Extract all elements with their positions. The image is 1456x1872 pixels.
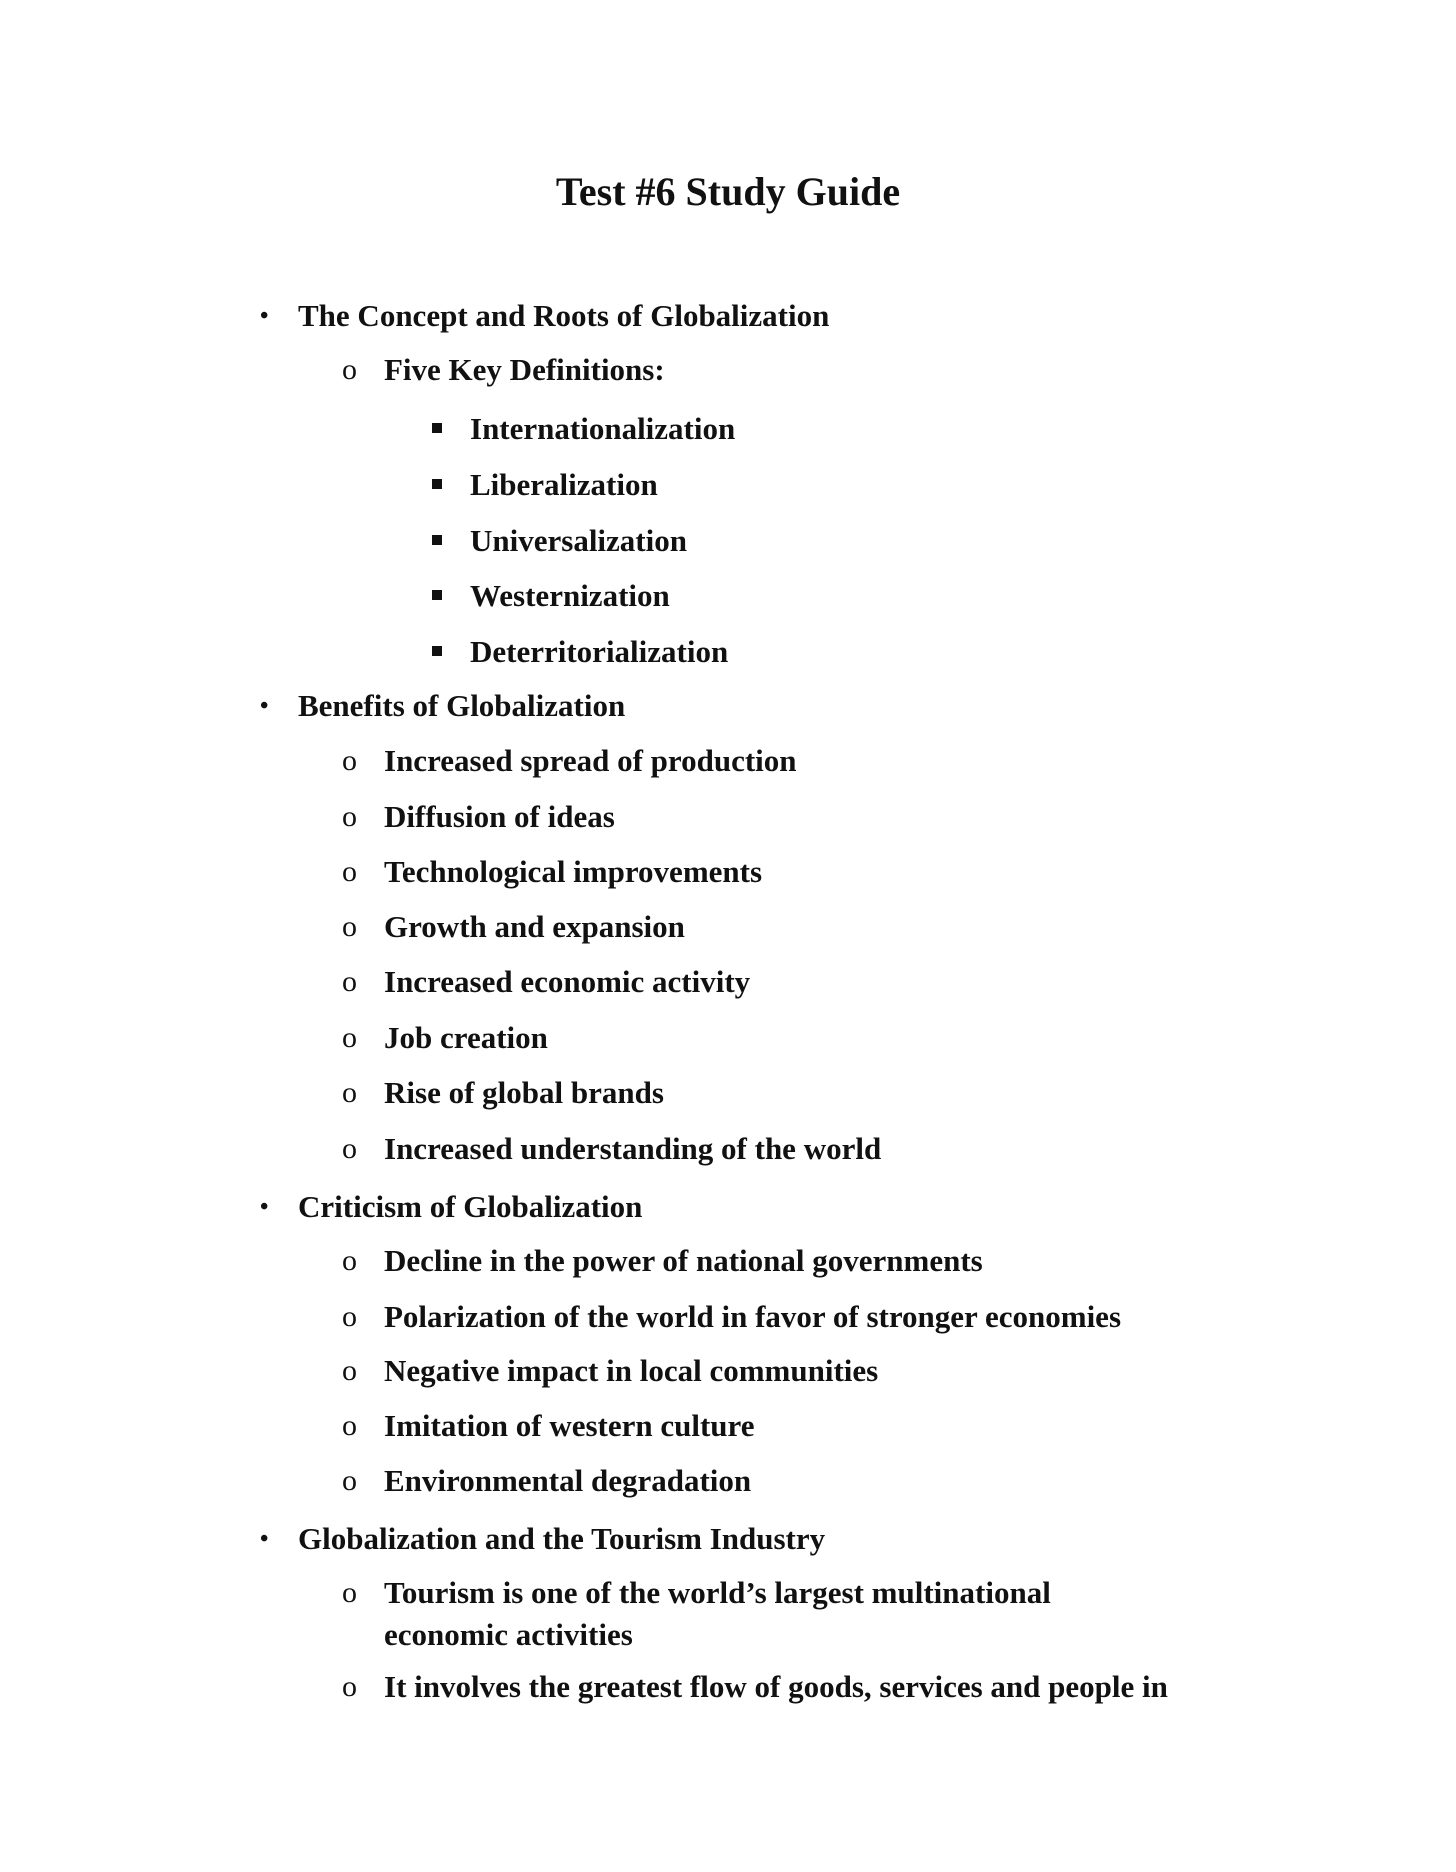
- section-heading-criticism: • Criticism of Globalization: [298, 1186, 642, 1228]
- list-item: o It involves the greatest flow of goods, services and people in: [384, 1666, 1168, 1708]
- circle-bullet: o: [342, 1132, 357, 1165]
- circle-bullet: o: [342, 965, 357, 998]
- circle-bullet: o: [342, 1670, 357, 1703]
- list-item: o Increased understanding of the world: [384, 1128, 881, 1170]
- list-item: o Increased spread of production: [384, 740, 797, 782]
- list-item-five-key-definitions: o Five Key Definitions:: [384, 349, 665, 391]
- definition-item: Liberalization: [470, 464, 658, 506]
- circle-bullet: o: [342, 744, 357, 777]
- square-bullet: [432, 590, 442, 600]
- list-item: o Polarization of the world in favor of stronger economies: [384, 1296, 1121, 1338]
- page-title: Test #6 Study Guide: [555, 169, 901, 214]
- list-item: o Increased economic activity: [384, 961, 750, 1003]
- list-item-continuation: economic activities: [384, 1617, 633, 1652]
- circle-bullet: o: [342, 1354, 357, 1387]
- definition-item: Deterritorialization: [470, 631, 728, 673]
- list-item: o Decline in the power of national governments: [384, 1240, 983, 1282]
- list-item: o Imitation of western culture: [384, 1405, 755, 1447]
- list-item: o Job creation: [384, 1017, 548, 1059]
- definition-item: Universalization: [470, 520, 687, 562]
- disc-bullet: •: [260, 1526, 269, 1552]
- disc-bullet: •: [260, 303, 269, 329]
- circle-bullet: o: [342, 800, 357, 833]
- circle-bullet: o: [342, 1464, 357, 1497]
- section-heading-concept: • The Concept and Roots of Globalization: [298, 295, 829, 337]
- list-item: o Negative impact in local communities: [384, 1350, 878, 1392]
- section-heading-tourism: • Globalization and the Tourism Industry: [298, 1518, 825, 1560]
- circle-bullet: o: [342, 1576, 357, 1609]
- circle-bullet: o: [342, 1244, 357, 1277]
- square-bullet: [432, 423, 442, 433]
- list-item: o Tourism is one of the world’s largest multinational: [384, 1572, 1051, 1614]
- definition-item: Internationalization: [470, 408, 735, 450]
- disc-bullet: •: [260, 693, 269, 719]
- circle-bullet: o: [342, 910, 357, 943]
- circle-bullet: o: [342, 1300, 357, 1333]
- circle-bullet: o: [342, 1409, 357, 1442]
- list-item: o Technological improvements: [384, 851, 762, 893]
- circle-bullet: o: [342, 353, 357, 386]
- list-item: o Environmental degradation: [384, 1460, 751, 1502]
- circle-bullet: o: [342, 1076, 357, 1109]
- list-item: o Growth and expansion: [384, 906, 685, 948]
- list-item: o Diffusion of ideas: [384, 796, 615, 838]
- list-item: o Rise of global brands: [384, 1072, 664, 1114]
- disc-bullet: •: [260, 1194, 269, 1220]
- square-bullet: [432, 535, 442, 545]
- square-bullet: [432, 479, 442, 489]
- section-heading-benefits: • Benefits of Globalization: [298, 685, 625, 727]
- square-bullet: [432, 646, 442, 656]
- definition-item: Westernization: [470, 575, 670, 617]
- circle-bullet: o: [342, 1021, 357, 1054]
- circle-bullet: o: [342, 855, 357, 888]
